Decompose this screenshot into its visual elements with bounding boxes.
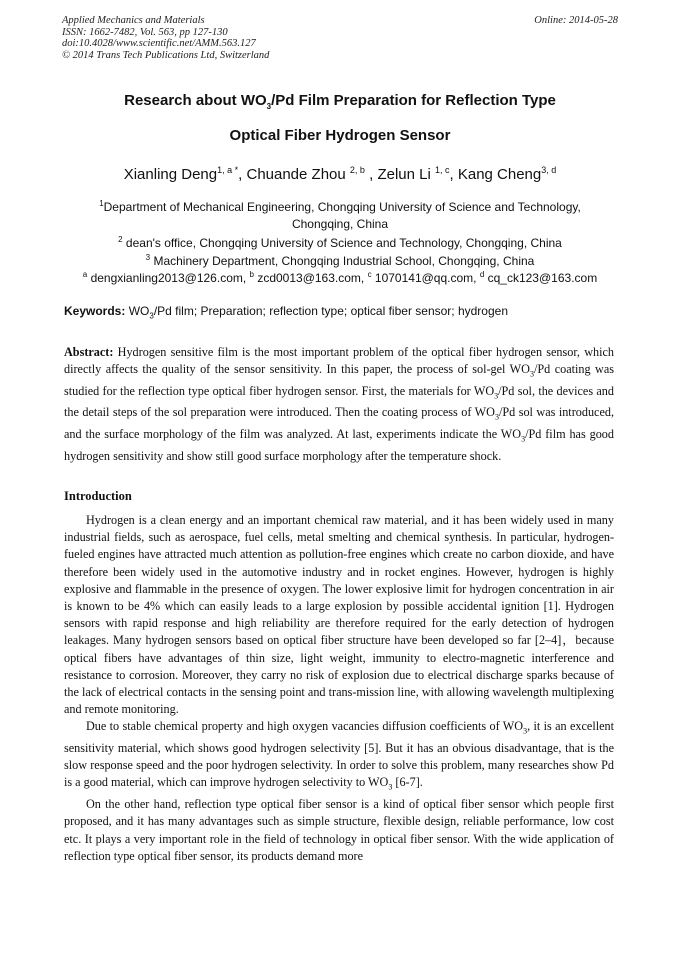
author-name: Kang Cheng [457, 166, 542, 183]
online-date: Online: 2014-05-28 [534, 15, 618, 26]
journal-header [62, 15, 618, 61]
paper-title-line-1: Research about $WO_3/Pd$ Film Preparation for Reflection Type [124, 92, 556, 111]
paragraph: On the other hand, reflection type optical fiber sensor is a kind of optical fiber sensor which people first proposed, and it has many advantages such as simple structure, flexible design, reliable performance, low cost etc. It plays a very important role in the field of technology in optical fiber sensor. With the wide application of reflection type optical fiber sensor, its products demand more [64, 797, 614, 863]
journal-name: Applied Mechanics and Materials [62, 15, 205, 26]
issn-line: ISSN: 1662-7482, Vol. 563, pp 127-130 [62, 26, 228, 38]
author-name: Zelun Li [377, 166, 435, 183]
affiliation-1: $^1$Department of Mechanical Engineering, Chongqing University of Science and Technology, Chongqing, China [99, 199, 581, 231]
paragraph: Hydrogen is a clean energy and an important chemical raw material, and it has been widely used in many industrial fields, such as aerospace, fuel cells, metal smelting and chemical synthesis. In particular, hydrogen-fueled engines have attracted much attention as pollution-free engines which create no carbon dioxide, and have therefore been widely used in the automotive industry and in rocket engines. However, hydrogen is highly explosive and flammable in the presence of oxygen. The lower explosive limit for hydrogen concentration in air is known to be 4% which can easily leads to a large explosion by possible accidental ignition [1]. Hydrogen sensors with rapid response and high reliability are therefore required for the early detection of hydrogen leakages. Many hydrogen sensors based on optical fiber structure have been developed so far [2–4]，because optical fibers have advantages of thin size, light weight, immunity to electro-magnetic interference and resistance to corrosion. Moreover, they carry no risk of explosion due to electrical discharge sparks because of the lack of electrical contacts in the sensing point and trans-mission line, with allowing wavelength multiplexing and remote monitoring. [64, 513, 614, 717]
abstract: Abstract: Hydrogen sensitive film is the most important problem of the optical fiber hydrogen sensor, which directly affects the quality of the sensor sensitivity. In this paper, the process of sol-gel $WO_3/Pd$ coating was studied for the reflection type optical fiber hydrogen sensor. First, the materials for $WO_3/Pd$ sol, the devices and the detail steps of the sol preparation were introduced. Then the coating process of $WO_3/Pd$ sol was introduced, and the surface morphology of the film was analyzed. At last, experiments indicate the $WO_3/Pd$ film has good hydrogen sensitivity and show still good surface morphology after the temperature shock. [64, 345, 614, 463]
author-name: Xianling Deng [123, 166, 218, 183]
section-heading-introduction: Introduction [64, 489, 132, 503]
paragraph: Due to stable chemical property and high oxygen vacancies diffusion coefficients of $WO_3$, it is an excellent sensitivity material, which shows good hydrogen selectivity [5]. But it has an obvious disadvantage, that is the slow response speed and the poor hydrogen selectivity. In order to solve this problem, many researches show Pd is a good material, which can improve hydrogen selectivity to $WO_3$ [6-7]. [64, 719, 614, 792]
author-list: Xianling Deng$^{1, a *}$, Chuande Zhou $^{2, b}$ , Zelun Li $^{1, c}$, Kang Cheng$^{3, d}$ [123, 165, 557, 183]
introduction-body [64, 512, 614, 865]
author-name: Chuande Zhou [246, 166, 350, 183]
copyright-line: © 2014 Trans Tech Publications Ltd, Switzerland [62, 49, 270, 61]
email-list: $^a$ dengxianling2013@126.com, $^b$ zcd0013@163.com, $^c$ 1070141@qq.com, $^d$ cq_ck123@163.com [82, 270, 598, 285]
doi-line: doi:10.4028/www.scientific.net/AMM.563.127 [62, 38, 256, 49]
paper-title-line-2: Optical Fiber Hydrogen Sensor [229, 127, 451, 144]
affiliation-3: $^3$ Machinery Department, Chongqing Industrial School, Chongqing, China [145, 253, 535, 268]
keywords: Keywords: $WO_3/Pd$ film; Preparation; reflection type; optical fiber sensor; hydrogen [64, 304, 508, 321]
abstract-label: Abstract: [64, 345, 114, 359]
affiliation-2: $^2$ dean's office, Chongqing University of Science and Technology, Chongqing, China [118, 235, 562, 250]
